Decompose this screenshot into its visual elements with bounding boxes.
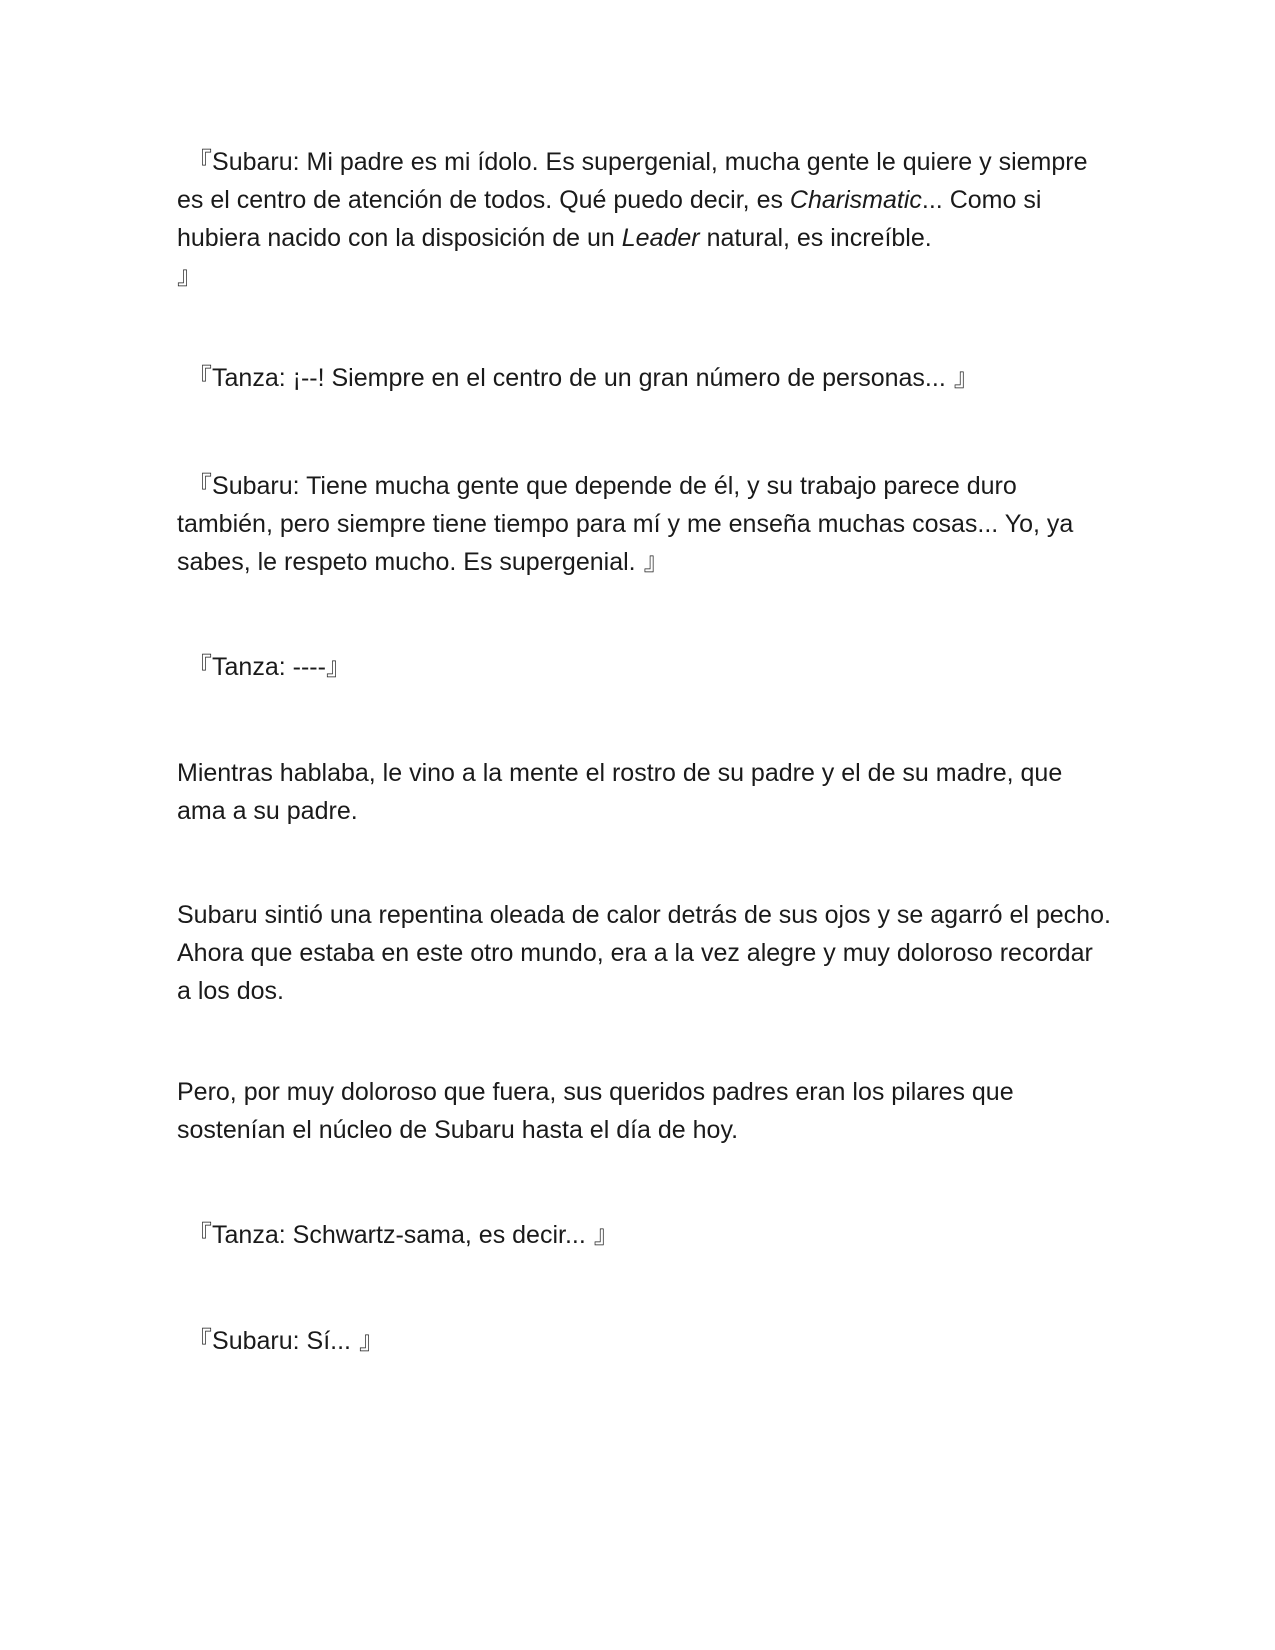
dialogue-text: ... Como si hubiera nacido con la disposición de un (177, 186, 1042, 252)
close-quote-mark: 』 (593, 1221, 619, 1249)
italic-word-charismatic: Charismatic (789, 186, 922, 214)
close-quote-mark: 』 (359, 1327, 385, 1355)
speaker-name: Tanza (212, 1221, 279, 1249)
open-quote-mark: 『 (187, 653, 213, 681)
speaker-name: Tanza (212, 653, 279, 681)
dialogue-tanza-3: 『Tanza: Schwartz-sama, es decir... 』 (187, 1221, 619, 1249)
open-quote-mark: 『 (187, 148, 213, 176)
dialogue-tanza-1: 『Tanza: ¡--! Siempre en el centro de un gran número de personas... 』 (187, 364, 979, 392)
dialogue-subaru-2: 『Subaru: Tiene mucha gente que depende de él, y su trabajo parece duro también, pero siempre tiene tiempo para mí y me enseña muchas cosas... Yo, ya sabes, le respeto mucho. Es supergenial. 』 (177, 472, 1074, 576)
dialogue-subaru-3: 『Subaru: Sí... 』 (187, 1327, 385, 1355)
narration-text: Mientras hablaba, le vino a la mente el rostro de su padre y el de su madre, que ama a su padre. (177, 759, 1063, 825)
close-quote-mark: 』 (177, 262, 203, 290)
speaker-name: Subaru (212, 1327, 293, 1355)
dialogue-text: Mi padre es mi ídolo. Es supergenial, mucha gente le quiere y siempre es el centro de atención de todos. Qué puedo decir, es (177, 148, 1088, 214)
speaker-name: Tanza (212, 364, 279, 392)
narration-2 (177, 896, 1112, 1010)
open-quote-mark: 『 (187, 364, 213, 392)
narration-3 (177, 1073, 1112, 1149)
dialogue-tanza-2: 『Tanza: ----』 (187, 653, 351, 681)
dialogue-text: natural, es increíble. (699, 224, 932, 252)
italic-word-leader: Leader (621, 224, 700, 252)
dialogue-subaru-1: 『Subaru: Mi padre es mi ídolo. Es supergenial, mucha gente le quiere y siempre es el centro de atención de todos. Qué puedo decir, es Charismatic... Como si hubiera nacido con la disposición de un Leader natural, es increíble. 』 (177, 148, 1088, 290)
close-quote-mark: 』 (325, 653, 351, 681)
dialogue-text: ---- (292, 653, 326, 681)
dialogue-text: Schwartz-sama, es decir... (292, 1221, 586, 1249)
open-quote-mark: 『 (187, 472, 213, 500)
narration-text: Subaru sintió una repentina oleada de calor detrás de sus ojos y se agarró el pecho. Ahora que estaba en este otro mundo, era a la vez alegre y muy doloroso recordar a los dos. (177, 901, 1111, 1005)
narration-1 (177, 754, 1112, 830)
speaker-name: Subaru (212, 148, 293, 176)
dialogue-text: ¡--! Siempre en el centro de un gran número de personas... (292, 364, 946, 392)
speaker-name: Subaru (212, 472, 293, 500)
dialogue-text: Sí... (306, 1327, 352, 1355)
narration-text: Pero, por muy doloroso que fuera, sus queridos padres eran los pilares que sostenían el núcleo de Subaru hasta el día de hoy. (177, 1078, 1014, 1144)
open-quote-mark: 『 (187, 1221, 213, 1249)
close-quote-mark: 』 (953, 364, 979, 392)
open-quote-mark: 『 (187, 1327, 213, 1355)
dialogue-text: Tiene mucha gente que depende de él, y su trabajo parece duro también, pero siempre tiene tiempo para mí y me enseña muchas cosas... Yo, ya sabes, le respeto mucho. Es supergenial. (177, 472, 1074, 576)
close-quote-mark: 』 (643, 548, 669, 576)
